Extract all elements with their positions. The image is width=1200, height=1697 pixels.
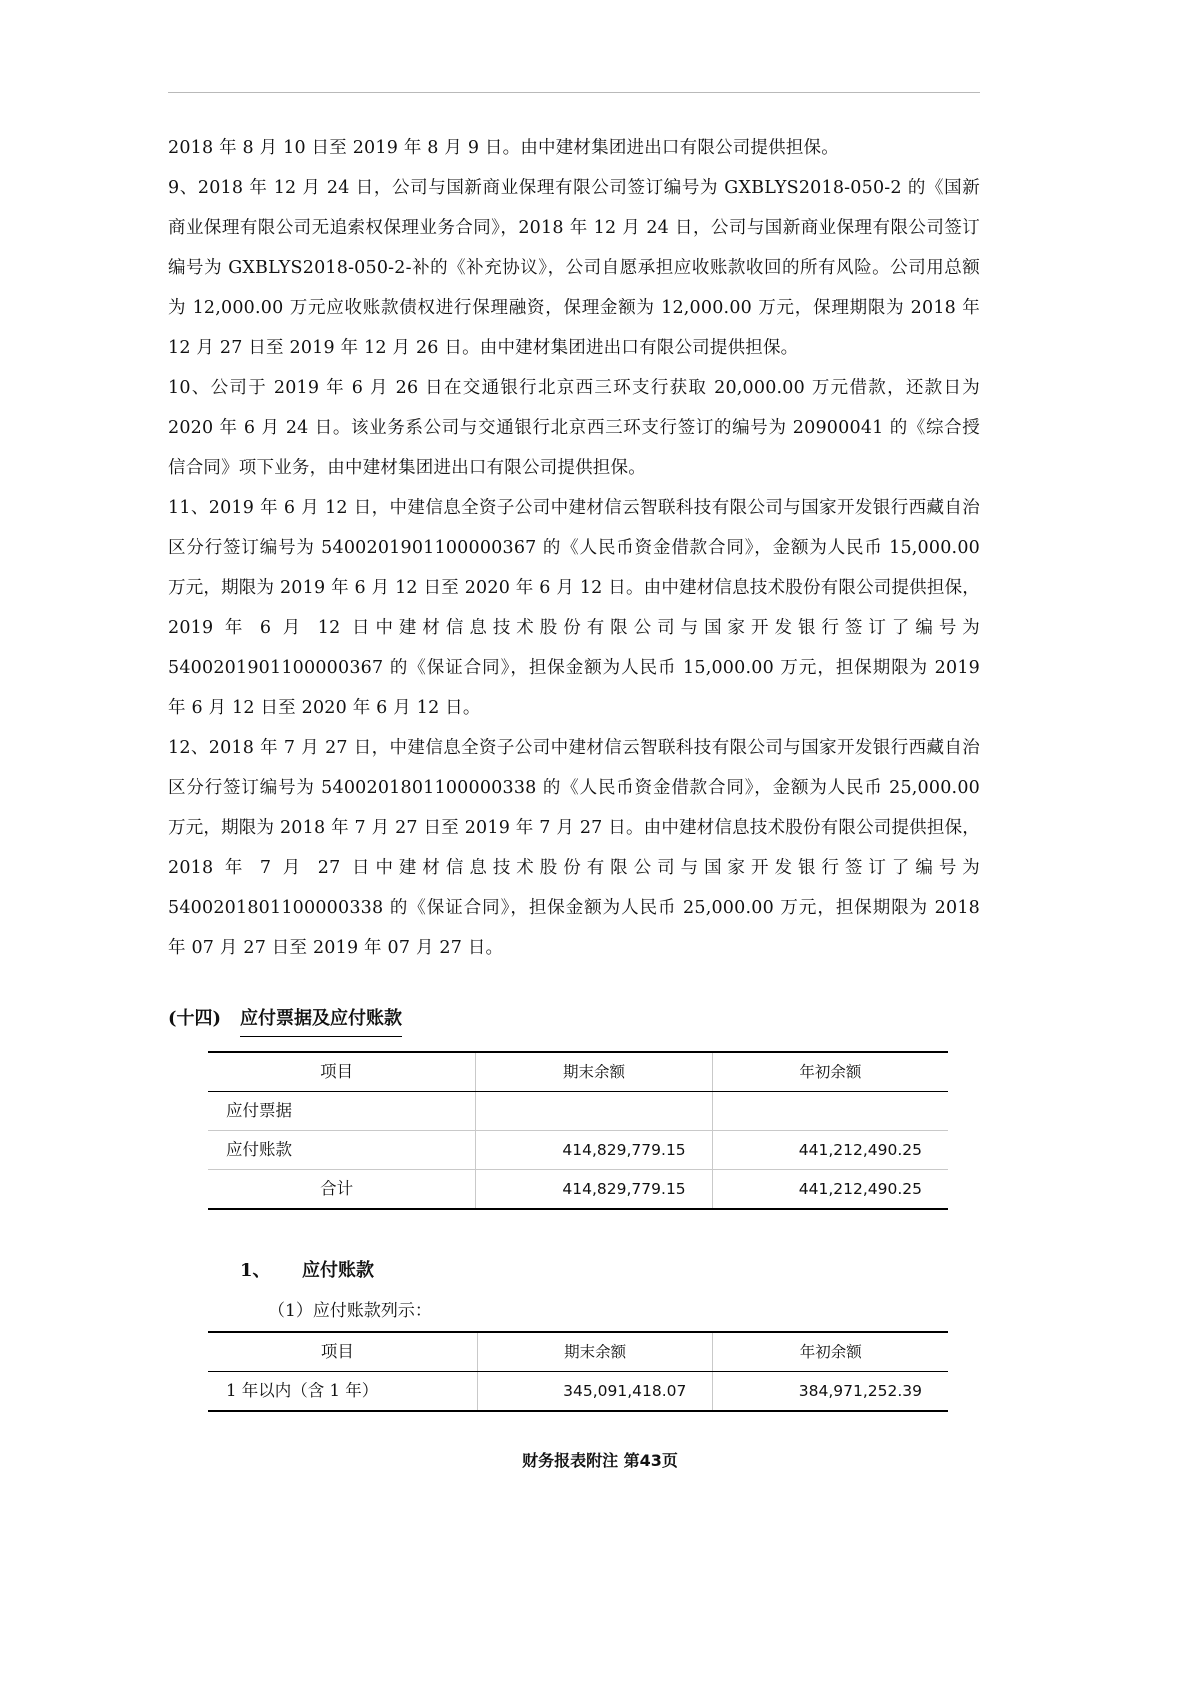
cell-item: 合计 xyxy=(208,1170,476,1210)
column-header-ending-balance: 期末余额 xyxy=(477,1332,713,1372)
footer-page-number: 第43页 xyxy=(623,1451,678,1470)
cell-beginning-balance xyxy=(712,1092,948,1131)
column-header-beginning-balance: 年初余额 xyxy=(713,1332,948,1372)
body-text-block xyxy=(168,128,980,968)
paragraph-8-continuation: 2018 年 8 月 10 日至 2019 年 8 月 9 日。由中建材集团进出口有限公司提供担保。 xyxy=(168,138,839,158)
table-row-total xyxy=(208,1170,948,1210)
page-content xyxy=(168,128,980,1412)
cell-beginning-balance: 384,971,252.39 xyxy=(713,1372,948,1412)
column-header-beginning-balance: 年初余额 xyxy=(712,1052,948,1092)
table-row xyxy=(208,1372,948,1412)
column-header-item: 项目 xyxy=(208,1052,476,1092)
table-header xyxy=(208,1052,948,1092)
cell-ending-balance: 414,829,779.15 xyxy=(476,1131,712,1170)
paragraph-11: 11、2019 年 6 月 12 日，中建信息全资子公司中建材信云智联科技有限公司与国家开发银行西藏自治区分行签订编号为 5400201901100000367 的《人民币资金借款合同》，金额为人民币 15,000.00 万元，期限为 2019 年 6 月 12 日至 2020 年 6 月 12 日。由中建材信息技术股份有限公司提供担保，2019 年 6 月 12 日中建材信息技术股份有限公司与国家开发银行签订了编号为 5400201901100000367 的《保证合同》，担保金额为人民币 15,000.00 万元，担保期限为 2019 年 6 月 12 日至 2020 年 6 月 12 日。 xyxy=(168,498,980,718)
table-header xyxy=(208,1332,948,1372)
subsection-title: 应付账款 xyxy=(302,1260,374,1281)
table-row xyxy=(208,1092,948,1131)
paragraph-10: 10、公司于 2019 年 6 月 26 日在交通银行北京西三环支行获取 20,000.00 万元借款，还款日为 2020 年 6 月 24 日。该业务系公司与交通银行北京西三环支行签订的编号为 20900041 的《综合授信合同》项下业务，由中建材集团进出口有限公司提供担保。 xyxy=(168,378,980,478)
column-header-item: 项目 xyxy=(208,1332,477,1372)
section-heading xyxy=(168,1004,980,1037)
cell-beginning-balance: 441,212,490.25 xyxy=(712,1131,948,1170)
table-header-row xyxy=(208,1332,948,1372)
subsection-number: 1、 xyxy=(240,1260,271,1281)
table-row xyxy=(208,1131,948,1170)
section-title-text: 应付票据及应付账款 xyxy=(240,1004,402,1037)
paragraph-12: 12、2018 年 7 月 27 日，中建信息全资子公司中建材信云智联科技有限公司与国家开发银行西藏自治区分行签订编号为 5400201801100000338 的《人民币资金借款合同》，金额为人民币 25,000.00 万元，期限为 2018 年 7 月 27 日至 2019 年 7 月 27 日。由中建材信息技术股份有限公司提供担保，2018 年 7 月 27 日中建材信息技术股份有限公司与国家开发银行签订了编号为 5400201801100000338 的《保证合同》，担保金额为人民币 25,000.00 万元，担保期限为 2018 年 07 月 27 日至 2019 年 07 月 27 日。 xyxy=(168,738,980,958)
table-accounts-payable-aging xyxy=(208,1331,948,1412)
subsection-list-title: （1）应付账款列示： xyxy=(268,1301,432,1321)
table-header-row xyxy=(208,1052,948,1092)
column-header-ending-balance: 期末余额 xyxy=(476,1052,712,1092)
table-notes-and-accounts-payable xyxy=(208,1051,948,1210)
cell-item: 应付账款 xyxy=(208,1131,476,1170)
cell-ending-balance: 414,829,779.15 xyxy=(476,1170,712,1210)
section-number: (十四) xyxy=(168,1008,222,1029)
table-body xyxy=(208,1372,948,1412)
header-divider xyxy=(168,92,980,93)
footer-text: 财务报表附注 xyxy=(522,1451,619,1470)
table-body xyxy=(208,1092,948,1210)
page-footer xyxy=(0,1448,1200,1471)
subsection-heading xyxy=(240,1256,980,1282)
cell-item: 应付票据 xyxy=(208,1092,476,1131)
cell-item: 1 年以内（含 1 年） xyxy=(208,1372,477,1412)
cell-beginning-balance: 441,212,490.25 xyxy=(712,1170,948,1210)
paragraph-9: 9、2018 年 12 月 24 日，公司与国新商业保理有限公司签订编号为 GXBLYS2018-050-2 的《国新商业保理有限公司无追索权保理业务合同》，2018 年 12 月 24 日，公司与国新商业保理有限公司签订编号为 GXBLYS2018-050-2-补的《补充协议》，公司自愿承担应收账款收回的所有风险。公司用总额为 12,000.00 万元应收账款债权进行保理融资，保理金额为 12,000.00 万元，保理期限为 2018 年 12 月 27 日至 2019 年 12 月 26 日。由中建材集团进出口有限公司提供担保。 xyxy=(168,178,980,358)
cell-ending-balance: 345,091,418.07 xyxy=(477,1372,713,1412)
cell-ending-balance xyxy=(476,1092,712,1131)
